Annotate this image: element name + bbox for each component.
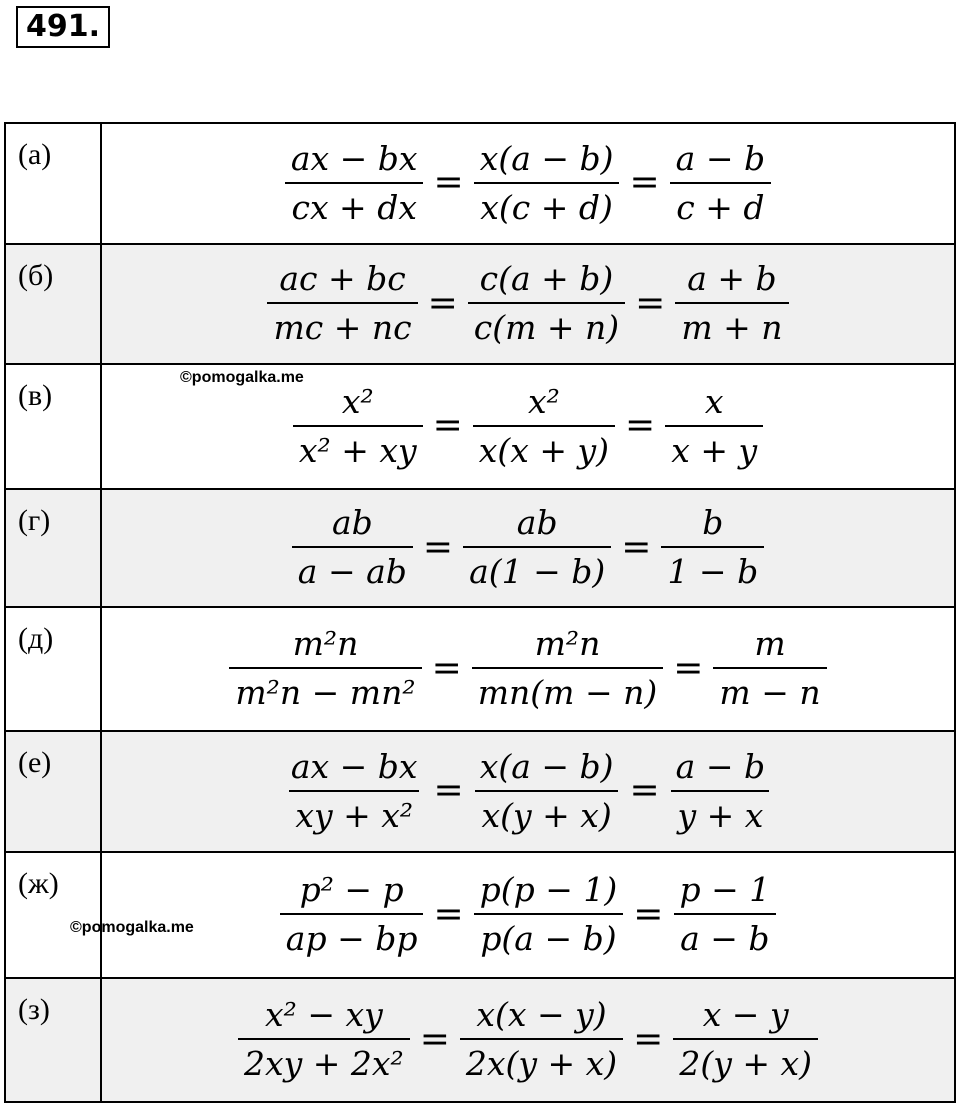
fraction (673, 870, 776, 958)
expression-cell (101, 123, 955, 244)
fraction (661, 503, 764, 591)
denominator: p(a − b) (474, 913, 622, 958)
fraction (468, 259, 625, 347)
expression-cell (101, 364, 955, 489)
equals-sign: = (629, 770, 660, 811)
numerator: ax − bx (290, 138, 418, 178)
denominator: y + x (671, 790, 769, 835)
denominator: mc + nc (267, 302, 417, 347)
denominator: x² + xy (293, 425, 423, 470)
denominator: mn(m − n) (472, 667, 663, 712)
row-label: (г) (5, 489, 101, 607)
fraction (673, 995, 818, 1083)
numerator: c(a + b) (479, 259, 614, 298)
equation (279, 139, 777, 227)
numerator: b (702, 503, 724, 542)
fraction (472, 624, 663, 712)
row-label: (в) (5, 364, 101, 489)
fraction (473, 382, 615, 470)
problem-number-value: 491 (26, 9, 89, 44)
fraction (292, 503, 413, 591)
equals-sign: = (422, 526, 454, 568)
numerator: m²n (292, 624, 359, 663)
denominator: x(x + y) (473, 425, 615, 470)
numerator: p² − p (299, 870, 404, 909)
row-label: (а) (5, 123, 101, 244)
fraction (665, 382, 763, 470)
equals-sign: = (433, 162, 464, 203)
fraction (474, 747, 620, 835)
fraction (280, 870, 424, 958)
numerator: ab (516, 503, 558, 542)
denominator: a − b (674, 913, 775, 958)
denominator: c(m + n) (468, 302, 625, 347)
equals-sign: = (673, 647, 704, 689)
table-row (5, 978, 955, 1102)
table-row (5, 607, 955, 731)
equals-sign: = (633, 1018, 664, 1060)
denominator: 2xy + 2x² (238, 1038, 410, 1083)
denominator: m²n − mn² (229, 667, 421, 712)
fraction (675, 259, 788, 347)
expression-cell (101, 731, 955, 852)
fraction (285, 139, 424, 227)
numerator: m²n (534, 624, 601, 663)
numerator: a − b (675, 138, 766, 178)
numerator: ax − bx (290, 746, 418, 786)
denominator: x(c + d) (474, 182, 619, 227)
fraction (293, 382, 423, 470)
equals-sign: = (431, 647, 462, 689)
equals-sign: = (621, 526, 652, 568)
equation (223, 624, 832, 712)
fraction (670, 139, 771, 227)
equals-sign: = (625, 405, 656, 446)
row-label: (е) (5, 731, 101, 852)
fraction (460, 995, 623, 1083)
numerator: a − b (675, 746, 766, 786)
numerator: x(x − y) (476, 995, 607, 1034)
row-label: (з) (5, 978, 101, 1102)
denominator: cx + dx (285, 182, 422, 227)
numerator: ab (331, 503, 373, 542)
denominator: xy + x² (289, 790, 419, 835)
fraction (474, 870, 624, 958)
table-row (5, 364, 955, 489)
equation (232, 995, 824, 1083)
fraction (463, 503, 611, 591)
expression-cell (101, 244, 955, 364)
denominator: m − n (713, 667, 826, 712)
denominator: a − ab (292, 546, 413, 591)
denominator: x(y + x) (475, 790, 617, 835)
numerator: p(p − 1) (479, 870, 618, 909)
fraction (713, 624, 826, 712)
problem-number (16, 6, 110, 48)
row-label: (д) (5, 607, 101, 731)
expression-cell (101, 607, 955, 731)
expression-cell (101, 978, 955, 1102)
table-row (5, 852, 955, 978)
table-row (5, 489, 955, 607)
fraction (238, 995, 410, 1083)
fraction (267, 259, 417, 347)
denominator: c + d (670, 182, 770, 227)
equals-sign: = (629, 162, 660, 203)
numerator: a + b (687, 259, 777, 298)
equation (261, 259, 794, 347)
equation (274, 870, 782, 958)
numerator: x² (528, 381, 560, 421)
denominator: 2(y + x) (673, 1038, 818, 1083)
numerator: x − y (702, 995, 789, 1034)
denominator: a(1 − b) (463, 546, 611, 591)
problem-number-dot: . (88, 9, 101, 44)
watermark: ©pomogalka.me (70, 919, 194, 936)
fraction (670, 747, 771, 835)
equals-sign: = (432, 405, 463, 446)
numerator: x(a − b) (479, 746, 614, 786)
fraction (285, 747, 424, 835)
denominator: ap − bp (280, 913, 424, 958)
numerator: x(a − b) (479, 138, 614, 178)
equation (287, 382, 769, 470)
denominator: 2x(y + x) (460, 1038, 623, 1083)
expression-cell (101, 489, 955, 607)
equals-sign: = (427, 282, 458, 324)
equals-sign: = (633, 893, 664, 935)
expression-cell (70, 852, 955, 978)
equals-sign: = (419, 1018, 450, 1060)
watermark: ©pomogalka.me (180, 369, 304, 386)
equation (286, 503, 770, 591)
numerator: x (704, 381, 724, 421)
table-row (5, 244, 955, 364)
row-label: (ж) (5, 852, 101, 978)
row-label: (б) (5, 244, 101, 364)
equals-sign: = (433, 893, 464, 935)
numerator: x² − xy (265, 995, 383, 1034)
numerator: m (754, 624, 786, 663)
equation (279, 747, 777, 835)
equals-sign: = (635, 282, 666, 324)
numerator: p − 1 (679, 870, 771, 909)
numerator: x² (341, 381, 374, 421)
numerator: ac + bc (279, 259, 406, 298)
table-row (5, 731, 955, 852)
denominator: m + n (675, 302, 788, 347)
denominator: 1 − b (661, 546, 764, 591)
fraction (229, 624, 421, 712)
table-row (5, 123, 955, 244)
fraction (474, 139, 620, 227)
solutions-table (4, 122, 956, 1103)
equals-sign: = (433, 770, 464, 811)
denominator: x + y (665, 425, 763, 470)
